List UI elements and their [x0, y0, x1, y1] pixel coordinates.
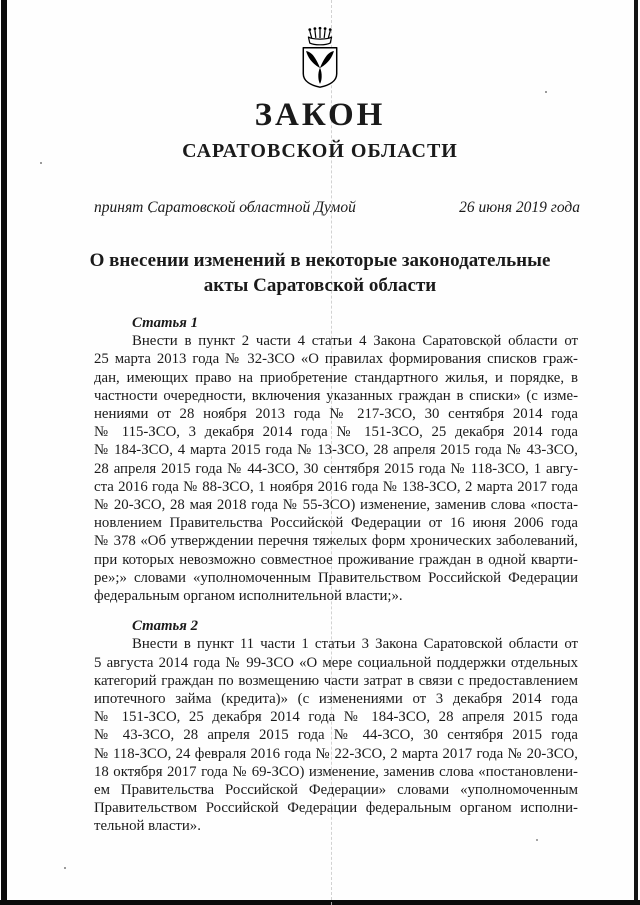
text-line: 25 марта 2013 года № 32-ЗСО «О правилах формирования списков граж- — [94, 351, 578, 368]
adoption-line — [94, 199, 580, 217]
text-line: категорий граждан по возмещению части затрат в связи с предоставлением — [94, 672, 578, 689]
text-line: частности очередности, включения указанных граждан в списки» (с изме- — [94, 387, 578, 404]
article-2 — [94, 617, 578, 835]
text-line: нениями от 28 ноября 2013 года № 217-ЗСО, 30 сентября 2014 года — [94, 406, 578, 423]
text-line: ста 2016 года № 88-ЗСО, 1 ноября 2016 года № 138-ЗСО, 2 марта 2017 года — [94, 478, 578, 495]
adopted-by-text: принят Саратовской областной Думой — [94, 199, 356, 216]
text-line: Внести в пункт 11 части 1 статьи 3 Закона Саратовской области от — [132, 636, 578, 653]
text-line: ем Правительства Российской Федерации» словами «уполномоченным — [94, 782, 578, 799]
text-line: новлением Правительства Российской Федерации от 16 июня 2006 года — [94, 515, 578, 532]
text-line: при которых невозможно совместное проживание граждан в одной кварти- — [94, 551, 578, 568]
text-line: тельной власти». — [94, 818, 201, 835]
text-line: № 378 «Об утверждении перечня тяжелых форм хронических заболеваний, — [94, 533, 578, 550]
text-line: федеральным органом исполнительной власти;». — [94, 588, 403, 605]
text-line: № 184-ЗСО, 4 марта 2015 года № 13-ЗСО, 28 апреля 2015 года № 43-ЗСО, — [94, 442, 578, 459]
text-line: Внести в пункт 2 части 4 статьи 4 Закона Саратовской области от — [132, 333, 578, 350]
scan-edge-bottom — [0, 900, 640, 905]
document-body — [94, 314, 578, 836]
text-line: № 115-ЗСО, 3 декабря 2014 года № 151-ЗСО, 25 декабря 2014 года — [94, 424, 578, 441]
text-line: № 20-ЗСО, 28 мая 2018 года № 55-ЗСО) изменение, заменив слова «поста- — [94, 497, 578, 514]
saratov-coat-of-arms-icon — [294, 25, 346, 89]
text-line: 28 апреля 2015 года № 44-ЗСО, 30 сентября 2015 года № 118-ЗСО, 1 авгу- — [94, 460, 578, 477]
text-line: ре»;» словами «уполномоченным Правительством Российской Федерации — [94, 569, 578, 586]
text-line: 5 августа 2014 года № 99-ЗСО «О мере социальной поддержки отдельных — [94, 654, 578, 671]
article-1-heading: Статья 1 — [132, 315, 198, 331]
scan-edge-left — [1, 0, 7, 905]
document-title-line-2: акты Саратовской области — [203, 275, 437, 296]
text-line: Правительством Российской Федерации федеральным органом исполни- — [94, 800, 578, 817]
text-line: № 43-ЗСО, 28 апреля 2015 года № 44-ЗСО, 30 сентября 2015 года — [94, 727, 578, 744]
region-heading: САРАТОВСКОЙ ОБЛАСТИ — [182, 140, 458, 162]
document-title — [78, 248, 562, 298]
text-line: № 118-ЗСО, 24 февраля 2016 года № 22-ЗСО, 2 марта 2017 года № 20-ЗСО, — [94, 745, 578, 762]
text-line: дан, имеющих право на приобретение стандартного жилья, и порядке, в — [94, 369, 578, 386]
document-type-heading: ЗАКОН — [254, 97, 386, 133]
article-1 — [94, 314, 578, 605]
text-line: № 151-ЗСО, 25 декабря 2014 года № 184-ЗСО, 28 апреля 2015 года — [94, 709, 578, 726]
document-title-line-1: О внесении изменений в некоторые законодательные — [89, 250, 551, 271]
text-line: 18 октября 2017 года № 69-ЗСО) изменение, заменив слова «постановлени- — [94, 763, 578, 780]
adoption-date-text: 26 июня 2019 года — [459, 199, 580, 216]
text-line: ипотечного займа (кредита)» (с изменениями от 3 декабря 2014 года — [94, 691, 578, 708]
scan-edge-right — [634, 0, 638, 905]
article-2-heading: Статья 2 — [132, 618, 198, 635]
